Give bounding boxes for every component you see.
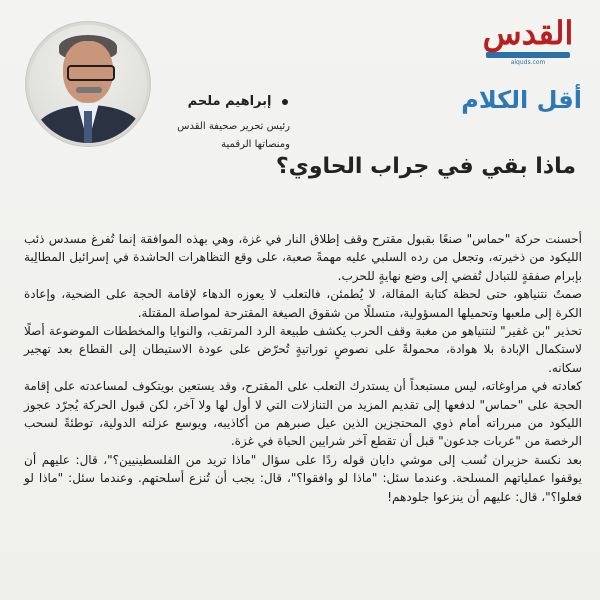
- avatar-mustache: [76, 87, 102, 93]
- header-band: [0, 0, 600, 150]
- article-paragraph-1: أحسنت حركة "حماس" صنعًا بقبول مقترح وقف إطلاق النار في غزة، وهي بهذه الموافقة إنما تُفرغ مسدس ذئب الليكود من ذخيرته، وتجعل من رده السلبي عليه مهمةً صعبة، على وقع التظاهرات الحاشدة في إسرائيل المطالِبة بإبرام صفقةٍ للتبادل تُفضي إلى وضع نهايةٍ للحرب.: [24, 232, 582, 283]
- author-role-line-1: رئيس تحرير صحيفة القدس: [177, 121, 290, 132]
- column-name: أقل الكلام: [461, 86, 582, 114]
- author-role: [150, 118, 290, 154]
- logo-subtext: alquds.com: [510, 59, 546, 66]
- article-paragraph-5: بعد نكسة حزيران نُسب إلى موشي دايان قوله ردًا على سؤال "ماذا تريد من الفلسطينيين؟"، قال: عليهم أن يوقفوا عملياتهم المسلحة. وعندما سئل: "ماذا لو وافقوا؟"، قال: يجب أن تُنزع أسلحتهم. وعندما سئل: "ماذا لو فعلوا؟"، قال: عليهم أن ينزعوا جلودهم!: [24, 452, 582, 504]
- bullet-icon: [282, 99, 288, 105]
- author-name: [148, 94, 288, 109]
- article-body: [24, 230, 582, 506]
- article-paragraph-3: تحذير "بن غفير" لنتنياهو من مغبة وقف الحرب يكشف طبيعة الرد المرتقب، والنوايا والمخططات الموضوعة أصلًا لاستكمال الإبادة بلا هوادة، محمولةً على نصوصٍ توراتيةٍ تُحرّض على عودة الاستيطان إلى القطاع بعد تهجير سكانه.: [24, 324, 582, 375]
- avatar-tie: [84, 111, 92, 143]
- author-name-text: إبراهيم ملحم: [187, 94, 272, 109]
- article-paragraph-2: صمتٌ نتنياهو، حتى لحظة كتابة المقالة، لا يُطمئن، فالتعلب لا يعوزه الدهاء لإقامة الحجة على الضحية، وإعادة الكرة إلى ملعبها وتحميلها المسؤولية، متسللًا من شقوق الصيغة المقترحة لمواصلة المقتلة.: [24, 287, 582, 320]
- avatar-glasses: [67, 65, 115, 81]
- logo-word: القدس: [482, 14, 574, 52]
- newspaper-logo: [478, 14, 578, 72]
- author-avatar: [26, 22, 150, 146]
- article-paragraph-4: كعادته في مراوغاته، ليس مستبعداً أن يستدرك التعلب على المقترح، وقد يستعين بويتكوف لمساعدته على إقامة الحجة على "حماس" لدفعها إلى تقديم المزيد من التنازلات التي لا أول لها ولا آخر، لكن قبول الحركة يُجرّد عجوز الليكود من مبرراته أمام ذوي المحتجزين الذين عيل صبرهم من أكاذيبه، ويوسع عزلته الدولية، توطئةً لسحب الرخصة من "عربات جدعون" قبل أن تقطع آخر شرايين الحياة في غزة.: [24, 379, 582, 449]
- author-role-line-2: ومنصاتها الرقمية: [221, 139, 290, 150]
- article-title: ماذا بقي في جراب الحاوي؟: [275, 154, 576, 179]
